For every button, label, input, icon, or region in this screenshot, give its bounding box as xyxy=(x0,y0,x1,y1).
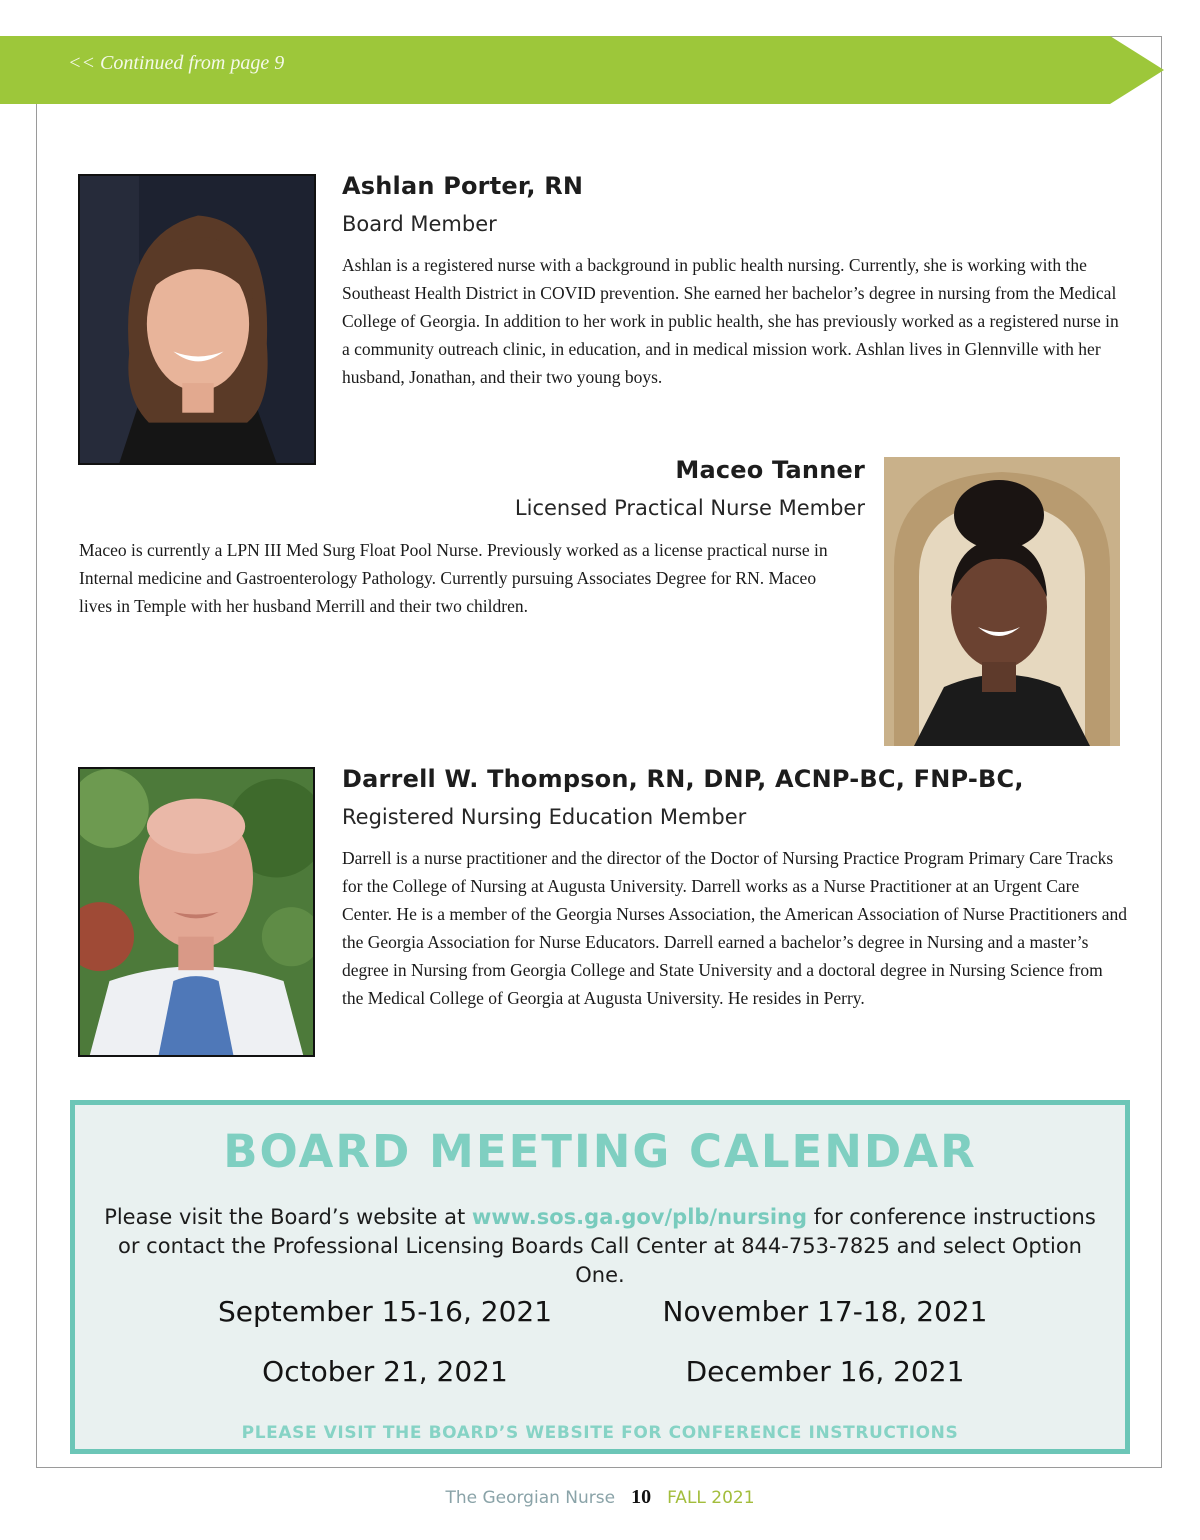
publication-name: The Georgian Nurse xyxy=(445,1488,616,1508)
member-bio-ashlan: Ashlan is a registered nurse with a background in public health nursing. Currently, she is working with the Southeast Health District in COVID prevention. She earned her bachelor’s degree in nursing from the Medical College of Georgia. In addition to her work in public health, she has previously worked as a registered nurse in a community outreach clinic, in education, and in medical mission work. Ashlan lives in Glennville with her husband, Jonathan, and their two young boys. xyxy=(342,255,1119,387)
meeting-date: November 17-18, 2021 xyxy=(662,1295,988,1328)
member-bio-darrell: Darrell is a nurse practitioner and the director of the Doctor of Nursing Practice Program Primary Care Tracks for the College of Nursing at Augusta University. Darrell works as a Nurse Practitioner at an Urgent Care Center. He is a member of the Georgia Nurses Association, the American Association of Nurse Practitioners and the Georgia Association for Nurse Educators. Darrell earned a bachelor’s degree in Nursing and a master’s degree in Nursing from Georgia College and State University and a doctoral degree in Nursing Science from the Medical College of Georgia at Augusta University. He resides in Perry. xyxy=(342,848,1128,1008)
member-role-darrell: Registered Nursing Education Member xyxy=(342,805,747,829)
page-number: 10 xyxy=(631,1486,652,1508)
calendar-title: BOARD MEETING CALENDAR xyxy=(223,1125,977,1178)
member-role-ashlan: Board Member xyxy=(342,212,497,236)
member-name-ashlan: Ashlan Porter, RN xyxy=(342,172,584,200)
issue-label: FALL 2021 xyxy=(667,1488,755,1508)
meeting-date: September 15-16, 2021 xyxy=(217,1295,553,1328)
continued-banner xyxy=(0,36,1164,104)
ashlan-porter-photo xyxy=(78,174,316,465)
page-footer xyxy=(0,1486,1200,1509)
darrell-thompson-photo xyxy=(78,767,315,1057)
member-role-maceo: Licensed Practical Nurse Member xyxy=(514,496,865,520)
calendar-info xyxy=(95,1203,1105,1290)
calendar-info-rest: for conference instructions or contact the Professional Licensing Boards Call Center at 844-753-7825 and select Option One. xyxy=(118,1205,1096,1287)
continued-from-label: << Continued from page 9 xyxy=(68,52,285,74)
meeting-date: October 21, 2021 xyxy=(262,1355,508,1388)
member-name-maceo: Maceo Tanner xyxy=(675,456,865,484)
maceo-tanner-photo xyxy=(884,457,1120,746)
meeting-date: December 16, 2021 xyxy=(685,1355,965,1388)
member-name-darrell: Darrell W. Thompson, RN, DNP, ACNP-BC, FNP-BC, xyxy=(342,765,1024,793)
member-bio-maceo: Maceo is currently a LPN III Med Surg Float Pool Nurse. Previously worked as a license practical nurse in Internal medicine and Gastroenterology Pathology. Currently pursuing Associates Degree for RN. Maceo lives in Temple with her husband Merrill and their two children. xyxy=(79,540,828,616)
board-website-link[interactable]: www.sos.ga.gov/plb/nursing xyxy=(471,1205,808,1229)
board-meeting-calendar xyxy=(70,1100,1130,1454)
calendar-info-intro: Please visit the Board’s website at xyxy=(104,1205,472,1229)
calendar-footer-note: PLEASE VISIT THE BOARD’S WEBSITE FOR CONFERENCE INSTRUCTIONS xyxy=(241,1423,959,1443)
